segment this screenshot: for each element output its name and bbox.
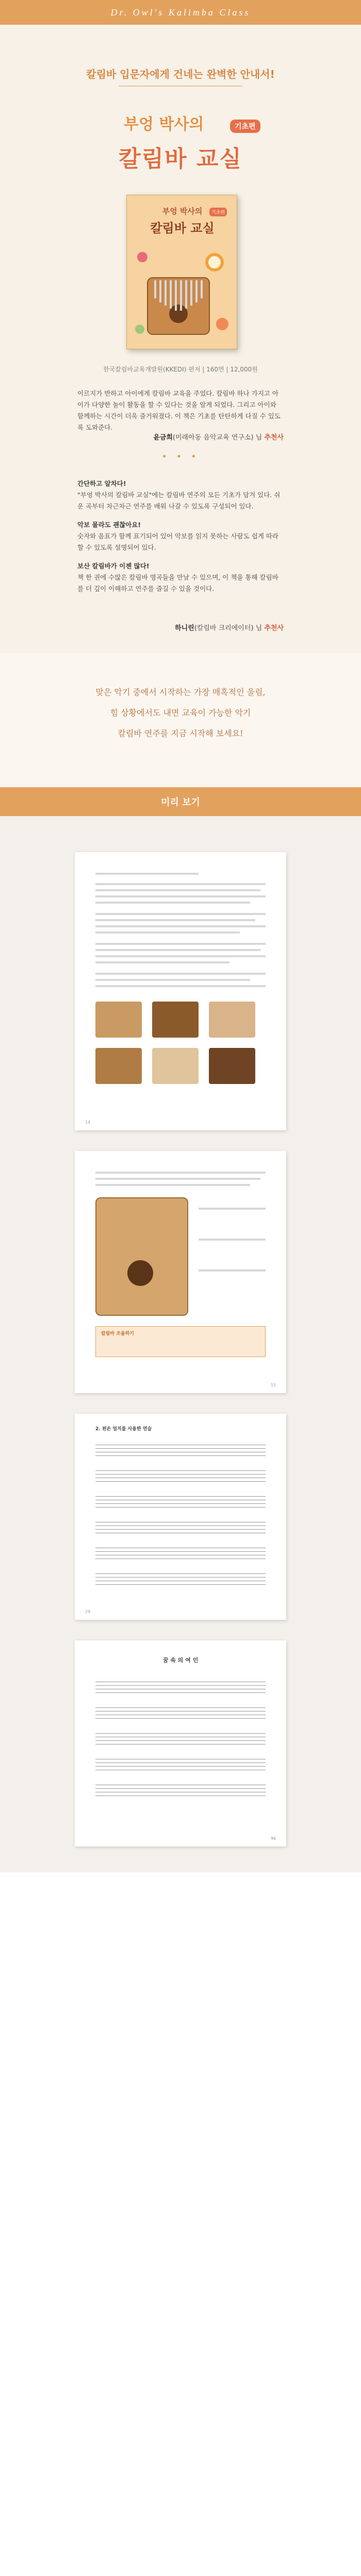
cover-badge: 기초편 (209, 208, 227, 216)
music-staff (95, 1682, 266, 1693)
music-staff (95, 1759, 266, 1770)
qa-answer: 숫자와 음표가 함께 표기되어 있어 악보를 읽지 못하는 사람도 쉽게 따라 할 수 있도록 설명되어 있다. (77, 532, 278, 551)
text-line (95, 1178, 260, 1180)
intro-paragraph: 이르지가 반하고 아이에게 칼림바 교육을 주었다. 칼림바 하나 가지고 아이가 다양한 놀이 활동을 할 수 있다는 것을 알게 되었다. 그리고 아이와 함께하는 시간이 더욱 즐거워졌다. 이 책은 기초를 탄탄하게 다질 수 있도록 도와준다. (77, 389, 281, 431)
text-line (95, 943, 266, 945)
qa-question: 보산 칼림바가 이젠 많다! (77, 562, 150, 570)
text-line (199, 1208, 266, 1210)
cover-title: 칼림바 교실 (150, 221, 215, 235)
text-line (95, 873, 199, 875)
promo-section (0, 2571, 361, 2576)
kalimba-photo (152, 1048, 199, 1084)
kalimba-illustration (127, 195, 237, 349)
text-line (95, 919, 255, 921)
tip-box (95, 1326, 266, 1357)
qa-answer: 책 한 권에 수많은 칼림바 명곡들을 만날 수 있으며, 이 책을 통해 칼림바를 더 깊이 이해하고 연주를 즐길 수 있을 것이다. (77, 573, 278, 592)
quote-line: 맞은 악기 중에서 시작하는 가장 매혹적인 울림, (95, 687, 266, 697)
text-line (95, 985, 266, 987)
text-line (95, 931, 240, 934)
kalimba-photo (152, 1002, 199, 1038)
qa-item (77, 478, 284, 512)
preview-header (0, 787, 361, 816)
preview-page (75, 1151, 286, 1393)
text-line (95, 902, 250, 904)
recommender-name: 하니린 (175, 624, 194, 632)
intro-section (0, 25, 361, 653)
recommender-name: 윤금희 (153, 434, 173, 442)
header-bar (0, 0, 361, 25)
score-title: 2. 왼손 엄지를 사용한 연습 (95, 1427, 152, 1432)
tip-label: 칼림바 조율하기 (101, 1331, 134, 1336)
kalimba-photo (95, 1002, 142, 1038)
qa-item (77, 561, 284, 595)
section-title: 미리 보기 (161, 797, 200, 808)
text-line (199, 1269, 266, 1272)
text-line (95, 895, 266, 897)
recommendation-2 (77, 622, 284, 632)
cover-title-small: 부엉 박사의 (162, 207, 203, 216)
book-info: 한국칼림바교육개발원(KKEDI) 편저 | 160면 | 12,000원 (103, 366, 258, 373)
recommender-desc: (칼림바 크리에이터) 님 (194, 624, 262, 632)
text-line (95, 889, 260, 891)
sound-hole (127, 1260, 153, 1286)
text-line (95, 961, 229, 963)
page-number: 29 (85, 1609, 91, 1614)
preview-page (75, 1640, 286, 1846)
title-badge: 기초편 (230, 120, 260, 133)
kalimba-diagram (95, 1197, 188, 1316)
page-number: 96 (270, 1836, 276, 1841)
recommend-label: 추천사 (264, 434, 284, 442)
qa-question: 악보 몰라도 괜찮아요! (77, 521, 141, 529)
text-line (95, 1184, 250, 1186)
qa-question: 간단하고 알차다! (77, 480, 126, 487)
text-line (199, 1239, 266, 1241)
brand-name: Dr. Owl's Kalimba Class (110, 7, 251, 18)
quote-line: 칼림바 연주를 지금 시작해 보세요! (118, 728, 243, 738)
text-line (95, 955, 266, 957)
text-line (95, 1172, 266, 1174)
page-number: 15 (270, 1383, 276, 1387)
music-staff (95, 1522, 266, 1533)
divider (119, 86, 242, 87)
music-staff (95, 1573, 266, 1585)
music-staff (95, 1785, 266, 1796)
recommendation-1 (77, 432, 284, 442)
preview-page (75, 1414, 286, 1620)
text-line (95, 913, 266, 915)
kalimba-photo (209, 1048, 255, 1084)
title-small: 부엉 박사의 (124, 115, 204, 133)
qa-answer: "부엉 박사의 칼림바 교실"에는 칼림바 연주의 모든 기초가 담겨 있다. 쉬운 곡부터 차근차근 연주를 배워 나갈 수 있도록 구성되어 있다. (77, 491, 281, 510)
music-staff (95, 1733, 266, 1744)
text-line (95, 949, 260, 951)
music-staff (95, 1445, 266, 1456)
kalimba-photo (95, 1048, 142, 1084)
dots-divider: • • • (161, 451, 200, 462)
score-title: 꿈 속 의 여 인 (162, 1657, 199, 1664)
preview-page (75, 852, 286, 1130)
text-line (95, 979, 250, 981)
text-line (95, 883, 266, 885)
page-title: 칼림바 교실 (119, 146, 242, 172)
preview-section (0, 816, 361, 1872)
music-staff (95, 1496, 266, 1507)
book-cover (126, 195, 237, 349)
quote-section (0, 653, 361, 787)
quote-text (0, 682, 361, 744)
page-number: 14 (85, 1120, 91, 1125)
music-staff (95, 1548, 266, 1559)
text-line (95, 973, 266, 975)
quote-line: 힘 상황에서도 내면 교육이 가능한 악기 (110, 708, 251, 718)
kalimba-photo (209, 1002, 255, 1038)
qa-item (77, 519, 284, 553)
music-staff (95, 1707, 266, 1719)
tagline: 칼림바 입문자에게 건네는 완벽한 안내서! (86, 68, 275, 80)
recommend-label: 추천사 (264, 624, 284, 632)
music-staff (95, 1470, 266, 1482)
text-line (95, 925, 266, 927)
promo-line (0, 2571, 361, 2576)
recommender-desc: (미래아동 음악교육 연구소) 님 (172, 434, 262, 442)
